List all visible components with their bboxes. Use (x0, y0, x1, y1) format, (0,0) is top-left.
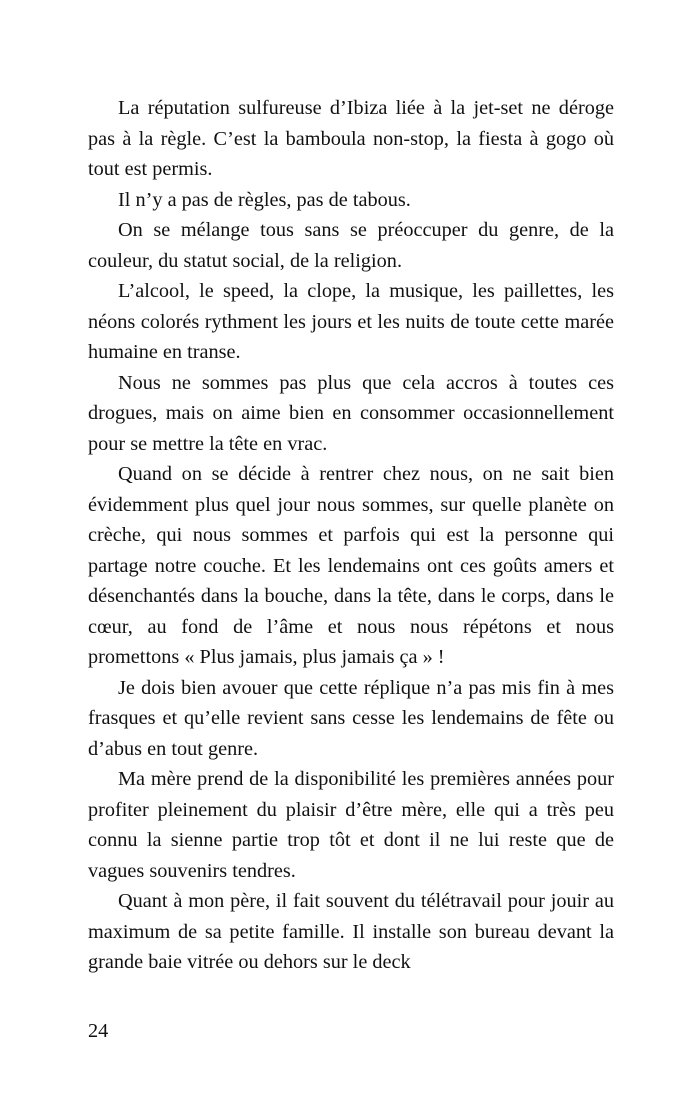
paragraph-6: Quand on se décide à rentrer chez nous, on ne sait bien évidemment plus quel jour nous sommes, sur quelle planète on crèche, qui nous sommes et parfois qui est la personne qui partage notre couche. Et les lendemains ont ces goûts amers et désenchantés dans la bouche, dans la tête, dans le corps, dans le cœur, au fond de l’âme et nous nous répétons et nous promettons « Plus jamais, plus jamais ça » ! (88, 463, 614, 668)
paragraph-4: L’alcool, le speed, la clope, la musique, les paillettes, les néons colorés rythment les jours et les nuits de toute cette marée humaine en transe. (88, 280, 614, 363)
page-number: 24 (88, 1020, 109, 1042)
paragraph-3: On se mélange tous sans se préoccuper du genre, de la couleur, du statut social, de la religion. (88, 219, 614, 272)
paragraph-9: Quant à mon père, il fait souvent du télétravail pour jouir au maximum de sa petite famille. Il installe son bureau devant la grande baie vitrée ou dehors sur le deck (88, 890, 614, 973)
page-body-text (88, 93, 614, 978)
paragraph-8: Ma mère prend de la disponibilité les premières années pour profiter pleinement du plaisir d’être mère, elle qui a très peu connu la sienne partie trop tôt et dont il ne lui reste que de vagues souvenirs tendres. (88, 768, 614, 882)
paragraph-2: Il n’y a pas de règles, pas de tabous. (118, 188, 411, 211)
paragraph-1: La réputation sulfureuse d’Ibiza liée à la jet-set ne déroge pas à la règle. C’est la bamboula non-stop, la fiesta à gogo où tout est permis. (88, 97, 614, 180)
paragraph-5: Nous ne sommes pas plus que cela accros à toutes ces drogues, mais on aime bien en consommer occasionnellement pour se mettre la tête en vrac. (88, 371, 614, 455)
paragraph-7: Je dois bien avouer que cette réplique n’a pas mis fin à mes frasques et qu’elle revient sans cesse les lendemains de fête ou d’abus en tout genre. (88, 676, 614, 760)
